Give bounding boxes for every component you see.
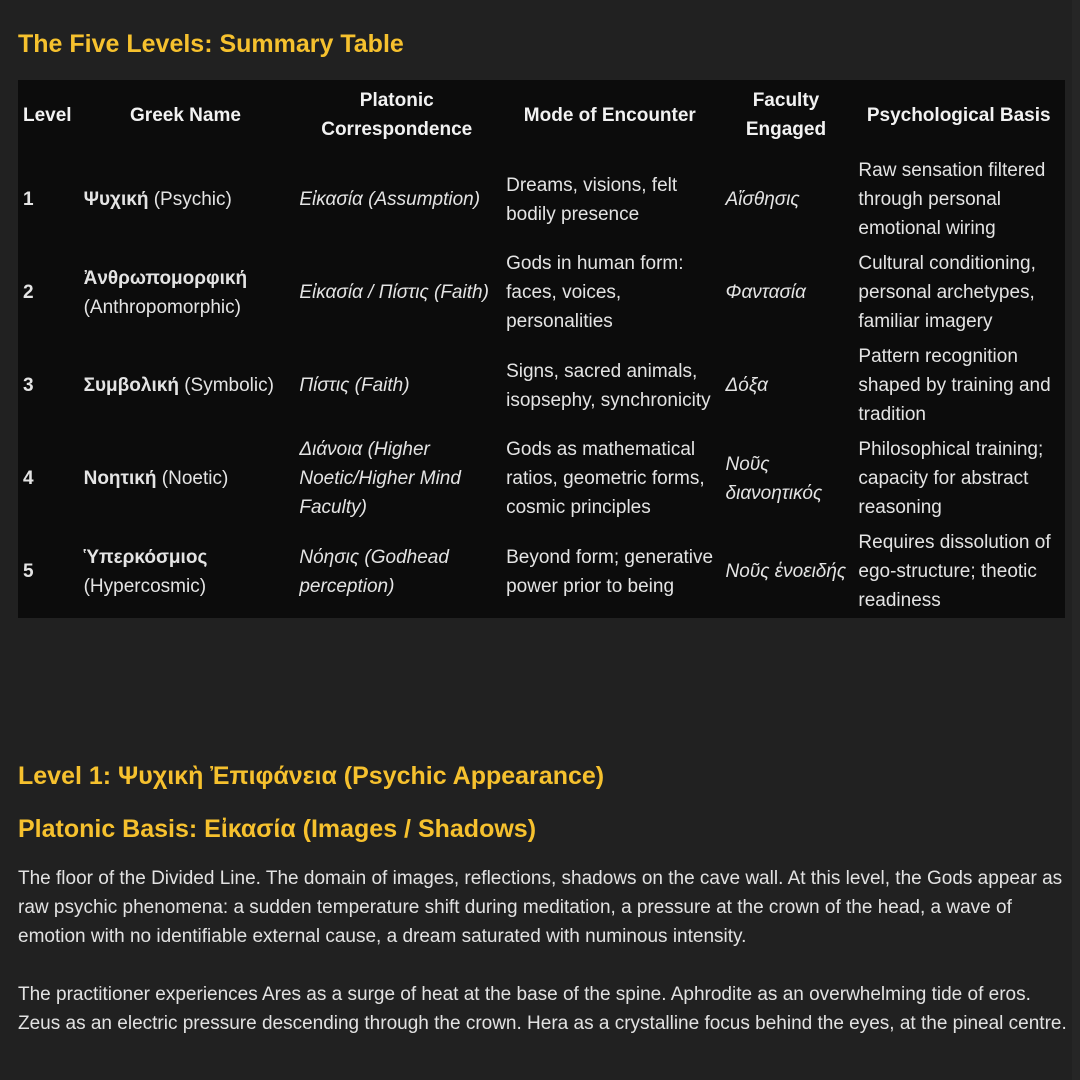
- cell-psych: Philosophical training; capacity for abstract reasoning: [858, 439, 1044, 518]
- cell-faculty: Δόξα: [725, 375, 768, 396]
- table-row: [18, 339, 1065, 432]
- cell-psych: Raw sensation filtered through personal emotional wiring: [858, 160, 1046, 239]
- cell-faculty: Φαντασία: [725, 282, 806, 303]
- english-gloss: (Psychic): [148, 189, 232, 210]
- header-line: Faculty: [752, 90, 820, 111]
- scrollbar-track[interactable]: [1072, 0, 1080, 1080]
- table-row: [18, 432, 1065, 525]
- table-row: [18, 246, 1065, 339]
- cell-greek-name: [78, 525, 294, 618]
- cell-mode: Beyond form; generative power prior to being: [506, 546, 714, 597]
- cell-level: 1: [23, 189, 34, 210]
- cell-greek-name: [78, 246, 294, 339]
- platonic-basis-heading: Platonic Basis: Εἰκασία (Images / Shadows): [18, 815, 537, 843]
- cell-greek-name: [78, 153, 294, 246]
- column-header-platonic-correspondence: [293, 80, 500, 153]
- column-header-greek-name: Greek Name: [130, 104, 241, 126]
- column-header-psychological-basis: Psychological Basis: [866, 104, 1051, 126]
- cell-greek-name: [78, 432, 294, 525]
- cell-psych: Pattern recognition shaped by training and tradition: [858, 346, 1051, 425]
- summary-table-heading: The Five Levels: Summary Table: [18, 30, 404, 58]
- cell-greek-name: [78, 339, 294, 432]
- cell-mode: Signs, sacred animals, isopsephy, synchronicity: [506, 360, 711, 411]
- cell-faculty: Αἴσθησις: [725, 189, 800, 210]
- column-header-mode-of-encounter: Mode of Encounter: [523, 104, 696, 126]
- cell-platonic: Πίστις (Faith): [299, 375, 410, 396]
- five-levels-summary-table: [18, 80, 1065, 618]
- table-header-row: [18, 80, 1065, 153]
- column-header-level: Level: [23, 104, 72, 126]
- cell-mode: Gods in human form: faces, voices, personalities: [506, 253, 684, 332]
- header-line: Platonic: [359, 90, 434, 111]
- cell-level: 4: [23, 468, 34, 489]
- cell-platonic: Διάνοια (Higher Noetic/Higher Mind Faculty): [299, 439, 461, 518]
- cell-level: 5: [23, 561, 34, 582]
- english-gloss: (Symbolic): [178, 375, 274, 396]
- english-gloss: (Noetic): [156, 468, 229, 489]
- header-line: Engaged: [745, 119, 827, 140]
- greek-term: Νοητική: [83, 468, 157, 489]
- cell-faculty: Νοῦς ἑνοειδής: [725, 561, 847, 582]
- cell-platonic: Εἰκασία (Assumption): [299, 189, 481, 210]
- greek-term: Ἀνθρωπομορφική: [83, 267, 248, 289]
- cell-platonic: Εἰκασία / Πίστις (Faith): [299, 282, 489, 303]
- cell-mode: Gods as mathematical ratios, geometric forms, cosmic principles: [506, 439, 705, 518]
- header-line: Correspondence: [321, 119, 473, 140]
- cell-level: 2: [23, 282, 34, 303]
- cell-faculty: Νοῦς διανοητικός: [725, 453, 823, 504]
- english-gloss: (Anthropomorphic): [83, 296, 241, 318]
- english-gloss: (Hypercosmic): [83, 575, 207, 597]
- cell-psych: Cultural conditioning, personal archetypes, familiar imagery: [858, 253, 1036, 332]
- level-1-heading: Level 1: Ψυχικὴ Ἐπιφάνεια (Psychic Appearance): [18, 762, 605, 790]
- cell-mode: Dreams, visions, felt bodily presence: [506, 174, 678, 225]
- cell-platonic: Νόησις (Godhead perception): [299, 546, 449, 597]
- greek-term: Συμβολική: [83, 375, 179, 396]
- table-row: [18, 153, 1065, 246]
- cell-level: 3: [23, 375, 34, 396]
- greek-term: Ψυχική: [83, 189, 149, 210]
- greek-term: Ὑπερκόσμιος: [83, 546, 208, 568]
- paragraph: The practitioner experiences Ares as a surge of heat at the base of the spine. Aphrodite as an overwhelming tide of eros. Zeus as an electric pressure descending through the crown. Hera as a crystalline focus behind the eyes, at the pineal centre.: [18, 984, 1067, 1034]
- table-row: [18, 525, 1065, 618]
- column-header-faculty-engaged: [720, 80, 853, 153]
- cell-psych: Requires dissolution of ego-structure; theotic readiness: [858, 532, 1051, 611]
- paragraph: The floor of the Divided Line. The domain of images, reflections, shadows on the cave wall. At this level, the Gods appear as raw psychic phenomena: a sudden temperature shift during meditation, a pressure at the crown of the head, a wave of emotion with no identifiable external cause, a dream saturated with numinous intensity.: [18, 868, 1063, 947]
